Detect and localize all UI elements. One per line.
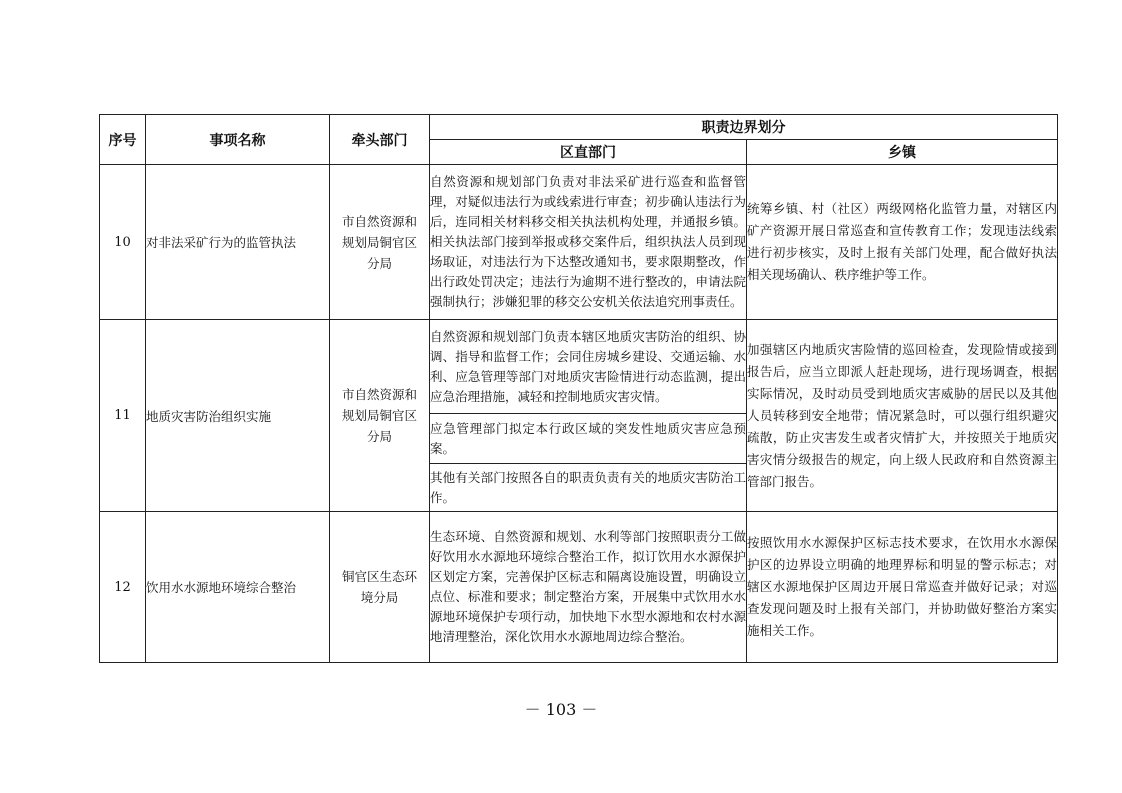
town-duty: 加强辖区内地质灾害险情的巡回检查，发现险情或接到报告后，应当立即派人赶赴现场，进行现场调查，根据实际情况，及时动员受到地质灾害威胁的居民以及其他人员转移到安全地带；情况紧急时，可以强行组织避灾疏散，防止灾害发生或者灾情扩大，并按照关于地质灾害灾情分级报告的规定，向上级人民政府和自然资源主管部门报告。 <box>747 320 1058 512</box>
district-duty: 自然资源和规划部门负责本辖区地质灾害防治的组织、协调、指导和监督工作；会同住房城乡建设、交通运输、水利、应急管理等部门对地质灾害险情进行动态监测，提出应急治理措施，减轻和控制地质灾害灾情。 <box>430 320 747 414</box>
lead-dept <box>330 512 430 663</box>
lead-dept-line: 规划局铜官区 <box>341 234 417 250</box>
district-duty: 应急管理部门拟定本行政区域的突发性地质灾害应急预案。 <box>430 414 747 464</box>
row-number: 12 <box>100 512 146 663</box>
table-row <box>100 320 1058 414</box>
responsibility-table <box>99 114 1058 663</box>
lead-dept <box>330 165 430 320</box>
item-name: 饮用水水源地环境综合整治 <box>146 512 330 663</box>
header-division: 职责边界划分 <box>430 115 1058 140</box>
lead-dept-line: 市自然资源和 <box>341 387 417 402</box>
lead-dept-line: 分局 <box>366 255 392 271</box>
lead-dept-line: 铜官区生态环 <box>341 569 417 584</box>
town-duty: 统筹乡镇、村（社区）两级网格化监管力量，对辖区内矿产资源开展日常巡查和宣传教育工作；发现违法线索进行初步核实，及时上报有关部门处理，配合做好执法相关现场确认、秩序维护等工作。 <box>747 165 1058 320</box>
district-duty: 生态环境、自然资源和规划、水利等部门按照职责分工做好饮用水水源地环境综合整治工作，拟订饮用水水源保护区划定方案，完善保护区标志和隔离设施设置，明确设立点位、标准和要求；制定整治方案，开展集中式饮用水水源地环境保护专项行动，加快地下水型水源地和农村水源地清理整治，深化饮用水水源地周边综合整治。 <box>430 512 747 663</box>
lead-dept <box>330 320 430 512</box>
lead-dept-line: 市自然资源和 <box>341 213 417 229</box>
table-row <box>100 165 1058 320</box>
lead-dept-line: 分局 <box>366 429 392 444</box>
row-number: 11 <box>100 320 146 512</box>
lead-dept-line: 规划局铜官区 <box>341 408 417 423</box>
table-row <box>100 512 1058 663</box>
district-duty: 自然资源和规划部门负责对非法采矿进行巡查和监督管理，对疑似违法行为或线索进行审查；初步确认违法行为后，连同相关材料移交相关执法机构处理，并通报乡镇。相关执法部门接到举报或移交案件后，组织执法人员到现场取证，对违法行为下达整改通知书，要求限期整改，作出行政处罚决定；违法行为逾期不进行整改的，申请法院强制执行；涉嫌犯罪的移交公安机关依法追究刑事责任。 <box>430 165 747 320</box>
item-name: 地质灾害防治组织实施 <box>146 320 330 512</box>
header-town: 乡镇 <box>747 140 1058 165</box>
header-district-dept: 区直部门 <box>430 140 747 165</box>
lead-dept-line: 境分局 <box>360 590 399 605</box>
district-duty: 其他有关部门按照各自的职责负责有关的地质灾害防治工作。 <box>430 464 747 512</box>
page-number: － 103 － <box>524 700 598 719</box>
town-duty: 按照饮用水水源保护区标志技术要求，在饮用水水源保护区的边界设立明确的地理界标和明显的警示标志；对辖区水源地保护区周边开展日常巡查并做好记录；对巡查发现问题及时上报有关部门，并协助做好整治方案实施相关工作。 <box>747 512 1058 663</box>
item-name: 对非法采矿行为的监管执法 <box>146 165 330 320</box>
header-no: 序号 <box>100 115 146 165</box>
header-item-name: 事项名称 <box>146 115 330 165</box>
header-lead-dept: 牵头部门 <box>330 115 430 165</box>
row-number: 10 <box>100 165 146 320</box>
